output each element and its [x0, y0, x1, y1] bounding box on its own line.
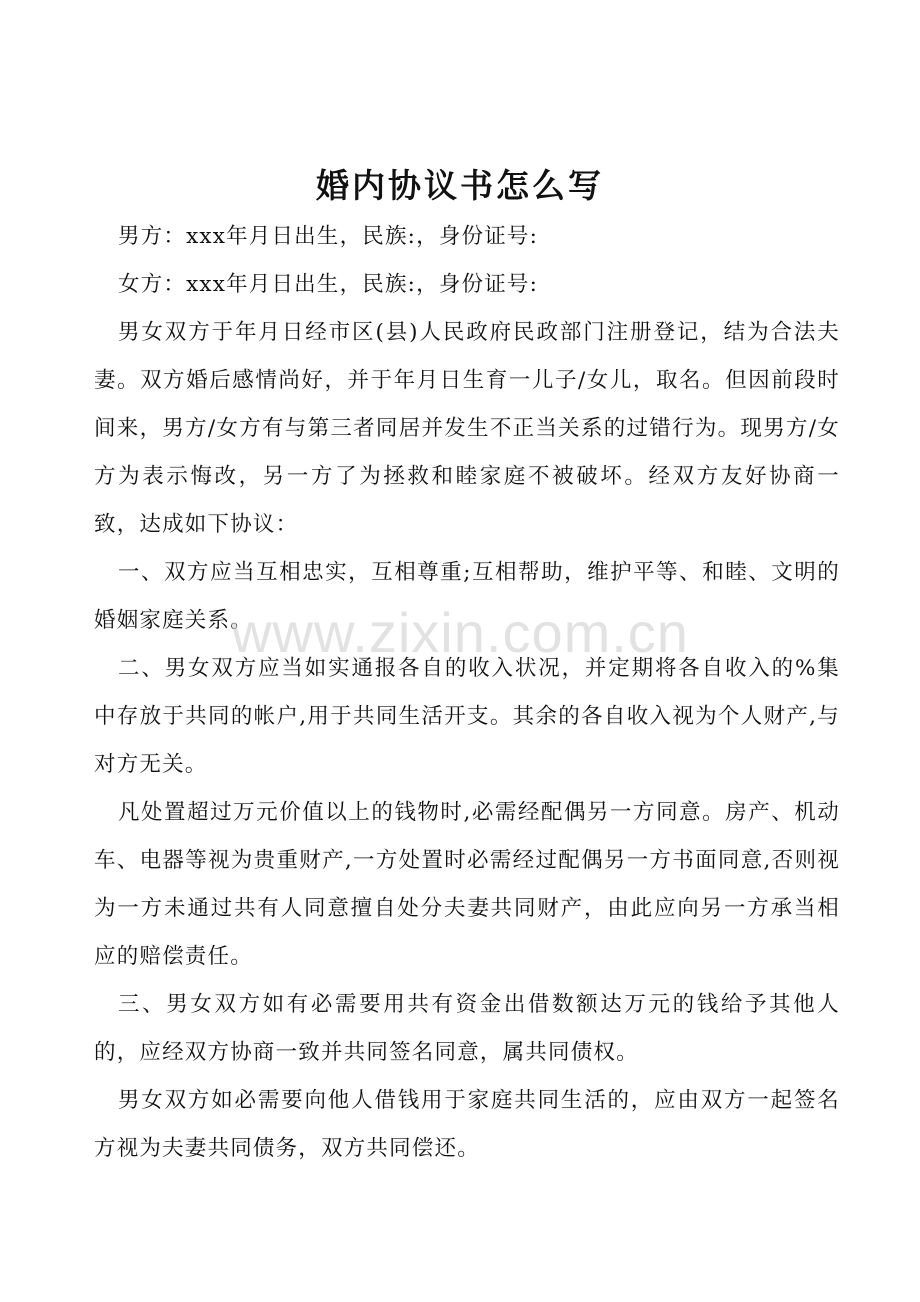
paragraph-male-party: 男方：xxx年月日出生，民族:，身份证号: — [118, 224, 539, 249]
paragraph-clause-1: 一、双方应当互相忠实，互相尊重;互相帮助，维护平等、和睦、文明的婚姻家庭关系。 — [94, 560, 840, 633]
paragraph-clause-2: 二、男女双方应当如实通报各自的收入状况，并定期将各自收入的%集中存放于共同的帐户,用于共同生活开支。其余的各自收入视为个人财产,与对方无关。 — [94, 656, 840, 777]
paragraph-female-party: 女方：xxx年月日出生，民族:，身份证号: — [118, 272, 539, 297]
document-title: 婚内协议书怎么写 — [316, 166, 604, 205]
paragraph-background: 男女双方于年月日经市区(县)人民政府民政部门注册登记，结为合法夫妻。双方婚后感情尚好，并于年月日生育一儿子/女儿，取名。但因前段时间来，男方/女方有与第三者同居并发生不正当关系的过错行为。现男方/女方为表示悔改，另一方了为拯救和睦家庭不被破坏。经双方友好协商一致，达成如下协议： — [94, 320, 840, 537]
watermark: www.zixin.com.cn — [231, 601, 689, 664]
paragraph-clause-3-debt: 男女双方如必需要向他人借钱用于家庭共同生活的，应由双方一起签名方视为夫妻共同债务，双方共同偿还。 — [94, 1088, 840, 1161]
paragraph-clause-2-property: 凡处置超过万元价值以上的钱物时,必需经配偶另一方同意。房产、机动车、电器等视为贵重财产,一方处置时必需经过配偶另一方书面同意,否则视为一方未通过共有人同意擅自处分夫妻共同财产，由此应向另一方承当相应的赔偿责任。 — [94, 800, 840, 969]
document-body — [94, 213, 840, 1173]
paragraph-clause-3: 三、男女双方如有必需要用共有资金出借数额达万元的钱给予其他人的，应经双方协商一致并共同签名同意，属共同债权。 — [94, 992, 840, 1065]
